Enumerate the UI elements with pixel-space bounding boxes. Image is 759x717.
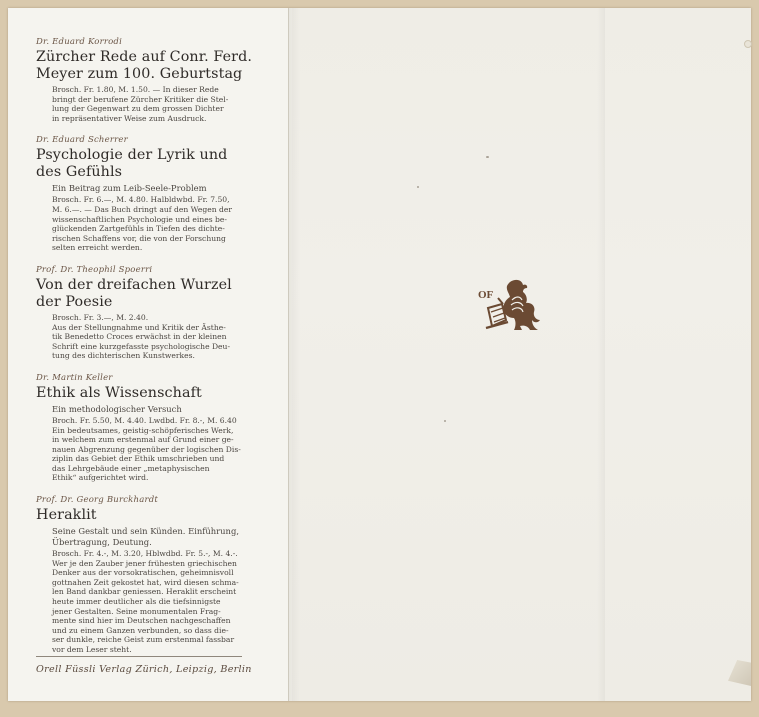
book-description: [36, 549, 256, 655]
book-entry: [36, 373, 256, 483]
book-description-line: rischen Schaffens vor, die von der Forschung: [52, 233, 226, 243]
divider: [36, 656, 242, 657]
book-subtitle-line: Seine Gestalt und sein Künden. Einführung,: [52, 526, 239, 537]
book-entry: [36, 135, 256, 253]
book-description-line: in repräsentativer Weise zum Ausdruck.: [52, 113, 207, 123]
book-description-line: Brosch. Fr. 3.—, M. 2.40.: [52, 312, 149, 322]
book-author: Prof. Dr. Georg Burckhardt: [36, 495, 158, 506]
book-description-line: selten erreicht werden.: [52, 243, 143, 253]
book-description-line: ziplin das Gebiet der Ethik umschrieben und: [52, 454, 225, 464]
book-description: [36, 195, 256, 253]
book-description-line: Brosch. Fr. 6.—, M. 4.80. Halbldwbd. Fr. 7.50,: [52, 195, 230, 205]
book-title-line: Meyer zum 100. Geburtstag: [36, 66, 243, 82]
book-title-line: Heraklit: [36, 507, 97, 524]
book-title: [36, 385, 256, 402]
book-author: Dr. Eduard Korrodi: [36, 37, 122, 47]
book-description-line: glückenden Zartgefühls in Tiefen des dichte-: [52, 224, 225, 234]
book-description-line: tung des dichterischen Kunstwerkes.: [52, 351, 195, 361]
book-description-line: gottnahen Zeit gekostet hat, wird diesen schma-: [52, 577, 239, 587]
book-description: [36, 313, 256, 361]
book-title: [36, 49, 256, 83]
book-subtitle-line: Ein methodologischer Versuch: [52, 403, 182, 414]
fold-line: [288, 8, 300, 701]
book-title: [36, 147, 256, 181]
book-description-line: Brosch. Fr. 4.-, M. 3.20, Hblwdbd. Fr. 5.-, M. 4.-.: [52, 549, 238, 559]
logo-letters: OF: [478, 289, 494, 301]
book-title: [36, 507, 256, 524]
griffin-icon: [476, 276, 542, 336]
book-description-line: heute immer deutlicher als die tiefsinnigste: [52, 597, 221, 607]
book-description-line: Aus der Stellungnahme und Kritik der Ästhe-: [52, 322, 226, 332]
book-description: [36, 416, 256, 483]
book-author: Prof. Dr. Theophil Spoerri: [36, 264, 153, 275]
book-description-line: das Lehrgebäude einer „metaphysischen: [52, 463, 210, 473]
book-title-line: Zürcher Rede auf Conr. Ferd.: [36, 49, 253, 65]
book-author: Dr. Martin Keller: [36, 372, 113, 383]
book-title-line: der Poesie: [36, 293, 113, 310]
book-description-line: Ein bedeutsames, geistig-schöpferisches Werk,: [52, 425, 234, 435]
book-subtitle: [36, 404, 256, 415]
book-subtitle-line: Übertragung, Deutung.: [52, 537, 152, 548]
book-list: [36, 37, 256, 667]
book-entry: [36, 495, 256, 655]
book-description-line: nauen Abgrenzung gegenüber der logischen Dis-: [52, 444, 241, 454]
book-description-line: ser dunkle, reiche Geist zum erstenmal fassbar: [52, 635, 235, 645]
book-description-line: Denker aus der vorsokratischen, geheimnisvoll: [52, 568, 234, 578]
book-description-line: Ethik“ aufgerichtet wird.: [52, 473, 149, 483]
book-description-line: Brosch. Fr. 1.80, M. 1.50. — In dieser Rede: [52, 85, 219, 94]
paper-speck: [417, 186, 419, 188]
paper-speck: [486, 156, 489, 158]
fold-line: [597, 8, 605, 701]
book-entry: [36, 37, 256, 123]
paper-speck: [444, 420, 446, 422]
book-description-line: tik Benedetto Croces erwächst in der kleinen: [52, 332, 227, 342]
book-description-line: mente sind hier im Deutschen nachgeschaffen: [52, 616, 231, 626]
book-author: Dr. Eduard Scherrer: [36, 135, 128, 146]
publisher-line: Orell Füssli Verlag Zürich, Leipzig, Berlin: [36, 664, 252, 675]
book-title-line: des Gefühls: [36, 164, 123, 181]
book-description-line: vor dem Leser steht.: [52, 645, 132, 654]
book-description: [36, 85, 256, 123]
book-entry: [36, 265, 256, 361]
book-subtitle: [36, 526, 256, 548]
book-title-line: Ethik als Wissenschaft: [36, 384, 202, 401]
book-description-line: len Band dankbar geniessen. Heraklit erscheint: [52, 587, 237, 597]
book-subtitle: [36, 183, 256, 194]
book-subtitle-line: Ein Beitrag zum Leib-Seele-Problem: [52, 183, 207, 194]
book-description-line: Broch. Fr. 5.50, M. 4.40. Lwdbd. Fr. 8.-, M. 6.40: [52, 415, 237, 425]
book-title: [36, 277, 256, 311]
book-description-line: wissenschaftlichen Psychologie und eines be-: [52, 214, 227, 224]
book-description-line: M. 6.—. — Das Buch dringt auf den Wegen der: [52, 204, 232, 214]
book-title-line: Von der dreifachen Wurzel: [36, 276, 232, 293]
book-description-line: Wer je den Zauber jener frühesten griechischen: [52, 558, 237, 568]
punch-hole: [744, 40, 752, 48]
book-description-line: lung der Gegenwart zu dem grossen Dichter: [52, 104, 224, 114]
book-description-line: bringt der berufene Zürcher Kritiker die Stel-: [52, 94, 229, 104]
right-panel: [292, 8, 751, 701]
book-description-line: Schrift eine kurzgefasste psychologische Deu-: [52, 341, 231, 351]
book-description-line: und zu einem Ganzen verbunden, so dass die-: [52, 625, 229, 635]
book-description-line: jener Gestalten. Seine monumentalen Frag-: [52, 606, 221, 616]
book-description-line: in welchem zum erstenmal auf Grund einer ge-: [52, 435, 234, 445]
book-title-line: Psychologie der Lyrik und: [36, 147, 228, 164]
